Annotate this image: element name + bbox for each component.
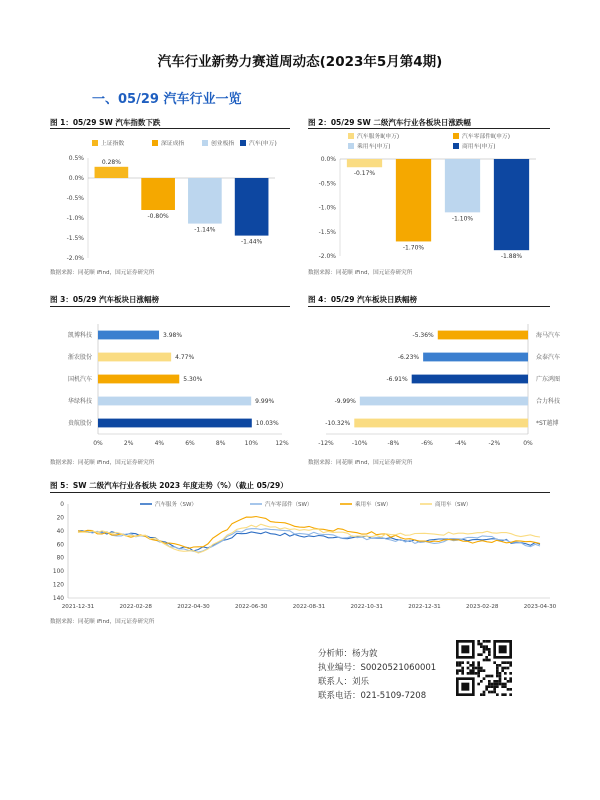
- bar: [98, 331, 159, 340]
- figure-4-title: 图 4：05/29 汽车板块日跌幅榜: [308, 295, 418, 304]
- y-tick-label: -1.5%: [66, 235, 84, 242]
- qr-module: [459, 664, 462, 667]
- x-tick-label: 4%: [154, 440, 165, 447]
- bar: [360, 397, 528, 406]
- y-tick-label: 40: [56, 528, 64, 535]
- qr-module: [504, 685, 507, 688]
- x-tick-label: -6%: [421, 440, 433, 447]
- qr-module: [504, 672, 507, 675]
- analyst-license: 执业编号：S0020521060001: [318, 663, 437, 673]
- x-tick-label: 2022-10-31: [350, 604, 384, 610]
- qr-module: [477, 669, 480, 672]
- y-tick-label: 0: [60, 502, 64, 508]
- figure-1-title: 图 1：05/29 SW 汽车指数下跌: [50, 118, 161, 127]
- bar-value-label: -6.23%: [397, 354, 420, 361]
- qr-module: [456, 664, 459, 667]
- bar: [98, 419, 252, 428]
- qr-module: [488, 675, 491, 678]
- qr-module: [461, 661, 464, 664]
- qr-module: [469, 669, 472, 672]
- qr-module: [483, 693, 486, 696]
- qr-module: [488, 659, 491, 662]
- qr-module: [509, 672, 512, 675]
- qr-module: [483, 669, 486, 672]
- legend-label: 汽车(申万): [249, 141, 277, 147]
- category-label: 贵航股份: [67, 420, 92, 427]
- qr-module: [477, 664, 480, 667]
- qr-module: [491, 685, 494, 688]
- x-tick-label: 2022-08-31: [292, 604, 326, 610]
- x-tick-label: 12%: [275, 440, 289, 447]
- legend-label: 汽车服务（SW）: [155, 502, 197, 508]
- y-tick-label: -1.5%: [318, 228, 336, 236]
- qr-module: [504, 693, 507, 696]
- qr-module: [477, 683, 480, 686]
- figure-5-title: 图 5：SW 二级汽车行业各板块 2023 年度走势（%）（截止 05/29）: [50, 481, 288, 490]
- qr-module: [472, 664, 475, 667]
- legend-label: 上证指数: [101, 141, 125, 147]
- qr-module: [488, 691, 491, 694]
- qr-module: [491, 691, 494, 694]
- qr-module: [477, 672, 480, 675]
- qr-module: [488, 680, 491, 683]
- figure-2-title: 图 2：05/29 SW 二级汽车行业各板块日涨跌幅: [308, 118, 471, 127]
- qr-module: [499, 664, 502, 667]
- qr-module: [483, 648, 486, 651]
- x-tick-label: -10%: [351, 440, 368, 447]
- x-tick-label: 2022-12-31: [408, 604, 441, 610]
- contact-person: 联系人：刘乐: [318, 677, 370, 687]
- legend-swatch: [453, 133, 459, 139]
- y-tick-label: 140: [52, 596, 64, 602]
- figure-3-source: 数据来源：同花顺 iFind，国元证券研究所: [50, 460, 155, 466]
- y-tick-label: -2.0%: [66, 255, 84, 262]
- qr-module: [469, 672, 472, 675]
- figure-3-rule: [50, 306, 290, 307]
- qr-module: [501, 667, 504, 670]
- qr-module: [483, 659, 486, 662]
- qr-module: [480, 653, 483, 656]
- qr-module: [475, 672, 478, 675]
- y-tick-label: 20: [56, 515, 64, 522]
- qr-module: [488, 640, 491, 643]
- x-tick-label: 2023-02-28: [465, 604, 499, 610]
- x-tick-label: 2%: [123, 440, 134, 447]
- qr-module: [488, 685, 491, 688]
- qr-module: [485, 648, 488, 651]
- bar: [354, 419, 528, 428]
- qr-module: [488, 653, 491, 656]
- bar: [141, 178, 175, 210]
- x-tick-label: -8%: [387, 440, 400, 447]
- legend-swatch: [348, 143, 354, 149]
- fig4-svg: [308, 310, 561, 455]
- x-tick-label: -12%: [318, 440, 334, 447]
- qr-module: [496, 680, 499, 683]
- y-tick-label: 0.5%: [68, 155, 84, 162]
- bar-value-label: 3.98%: [163, 332, 183, 339]
- qr-module: [496, 672, 499, 675]
- x-tick-label: 0%: [523, 440, 533, 447]
- legend-label: 汽车零部件（SW）: [265, 502, 313, 508]
- qr-module: [488, 648, 491, 651]
- qr-module: [467, 661, 470, 664]
- figure-4-rule: [308, 306, 550, 307]
- qr-module: [480, 643, 483, 646]
- analyst-name: 分析师：杨为敦: [318, 649, 378, 659]
- qr-module: [491, 683, 494, 686]
- qr-module: [480, 645, 483, 648]
- bar-value-label: 9.99%: [255, 398, 275, 405]
- qr-module: [485, 685, 488, 688]
- qr-module: [488, 651, 491, 654]
- qr-module: [499, 680, 502, 683]
- qr-module: [456, 661, 459, 664]
- bar-value-label: 5.30%: [183, 376, 203, 383]
- qr-module: [509, 680, 512, 683]
- category-label: 国机汽车: [67, 376, 92, 383]
- bar-value-label: -0.17%: [353, 170, 376, 178]
- qr-module: [501, 693, 504, 696]
- qr-module: [459, 661, 462, 664]
- qr-module: [483, 677, 486, 680]
- x-tick-label: 2021-12-31: [61, 604, 95, 610]
- bar-value-label: -10.32%: [325, 420, 351, 427]
- qr-module: [467, 672, 470, 675]
- section-heading: 一、05/29 汽车行业一览: [92, 92, 242, 107]
- page-title: 汽车行业新势力赛道周动态(2023年5月第4期): [157, 54, 443, 70]
- qr-module: [483, 640, 486, 643]
- qr-module: [480, 680, 483, 683]
- fig5-svg: [50, 494, 560, 614]
- category-label: 合力科技: [536, 398, 561, 405]
- bar: [235, 178, 269, 236]
- series-line: [78, 517, 540, 549]
- bar: [396, 159, 431, 241]
- qr-module: [472, 672, 475, 675]
- bar-value-label: -5.36%: [412, 332, 434, 339]
- qr-module: [483, 645, 486, 648]
- qr-module: [501, 661, 504, 664]
- qr-module: [480, 667, 483, 670]
- qr-module: [485, 656, 488, 659]
- legend-label: 汽车零部件Ⅱ(申万): [462, 134, 510, 140]
- x-tick-label: 2022-04-30: [177, 604, 210, 610]
- fig2-svg: [308, 132, 553, 267]
- qr-module: [501, 685, 504, 688]
- category-label: *ST越博: [536, 420, 559, 427]
- fig3-svg: [50, 310, 295, 455]
- qr-module: [485, 675, 488, 678]
- qr-finder-core: [499, 645, 507, 653]
- qr-module: [488, 683, 491, 686]
- contact-phone: 联系电话：021-5109-7208: [318, 691, 427, 701]
- qr-module: [493, 683, 496, 686]
- y-tick-label: -0.5%: [66, 195, 84, 202]
- bar-value-label: -1.70%: [402, 244, 425, 252]
- y-tick-label: -1.0%: [318, 204, 336, 212]
- legend-label: 创业板指: [211, 141, 235, 147]
- qr-module: [496, 669, 499, 672]
- qr-module: [499, 672, 502, 675]
- qr-module: [472, 669, 475, 672]
- qr-module: [480, 669, 483, 672]
- bar-value-label: -1.44%: [241, 238, 263, 246]
- qr-module: [496, 693, 499, 696]
- bar-value-label: -1.88%: [500, 253, 523, 261]
- qr-module: [501, 683, 504, 686]
- figure-3-title: 图 3：05/29 汽车板块日涨幅榜: [50, 295, 160, 304]
- x-tick-label: 2023-04-30: [523, 604, 557, 610]
- bar: [347, 159, 382, 167]
- qr-module: [507, 680, 510, 683]
- qr-module: [472, 661, 475, 664]
- y-tick-label: 80: [56, 555, 64, 562]
- qr-module: [477, 643, 480, 646]
- bar: [98, 397, 251, 406]
- bar-value-label: -0.80%: [147, 213, 169, 220]
- category-label: 华绿科技: [67, 398, 92, 405]
- qr-module: [509, 677, 512, 680]
- qr-code-icon: [456, 640, 512, 696]
- qr-module: [509, 661, 512, 664]
- qr-module: [477, 661, 480, 664]
- qr-module: [504, 667, 507, 670]
- qr-module: [507, 667, 510, 670]
- qr-module: [496, 683, 499, 686]
- category-label: 海马汽车: [536, 332, 561, 339]
- legend-label: 乘用车（SW）: [355, 502, 392, 508]
- qr-module: [496, 685, 499, 688]
- bar: [98, 375, 179, 384]
- legend-swatch: [453, 143, 459, 149]
- figure-5-source: 数据来源：同花顺 iFind，国元证券研究所: [50, 619, 155, 625]
- bar: [95, 167, 129, 178]
- figure-2-source: 数据来源：同花顺 iFind，国元证券研究所: [308, 270, 413, 276]
- legend-label: 商用车（SW）: [435, 502, 472, 508]
- x-tick-label: 6%: [185, 440, 195, 447]
- figure-4-source: 数据来源：同花顺 iFind，国元证券研究所: [308, 460, 413, 466]
- qr-module: [496, 667, 499, 670]
- figure-5-rule: [50, 492, 550, 493]
- legend-swatch: [202, 140, 208, 146]
- bar-value-label: -1.10%: [451, 215, 474, 223]
- qr-module: [504, 677, 507, 680]
- bar: [423, 353, 528, 362]
- y-tick-label: 100: [52, 569, 64, 576]
- qr-module: [467, 667, 470, 670]
- qr-module: [485, 688, 488, 691]
- figure-1-source: 数据来源：同花顺 iFind，国元证券研究所: [50, 270, 155, 276]
- qr-module: [477, 640, 480, 643]
- y-tick-label: -2.0%: [318, 253, 336, 260]
- qr-module: [504, 661, 507, 664]
- qr-module: [477, 675, 480, 678]
- qr-module: [501, 669, 504, 672]
- bar-value-label: 10.03%: [255, 420, 279, 427]
- qr-module: [456, 669, 459, 672]
- x-tick-label: 2022-06-30: [234, 604, 268, 610]
- legend-label: 汽车服务Ⅱ(申万): [357, 134, 400, 140]
- qr-module: [485, 640, 488, 643]
- qr-module: [509, 688, 512, 691]
- qr-module: [485, 659, 488, 662]
- qr-module: [496, 664, 499, 667]
- qr-module: [493, 688, 496, 691]
- bar: [445, 159, 480, 212]
- y-tick-label: -1.0%: [66, 215, 84, 222]
- bar: [494, 159, 529, 250]
- qr-module: [483, 651, 486, 654]
- figure-2-rule: [308, 128, 550, 129]
- qr-module: [475, 667, 478, 670]
- bar: [412, 375, 528, 384]
- bar-value-label: -1.14%: [194, 226, 216, 234]
- qr-module: [496, 675, 499, 678]
- legend-label: 商用车(申万): [462, 144, 496, 150]
- qr-module: [461, 672, 464, 675]
- qr-module: [461, 667, 464, 670]
- qr-module: [477, 667, 480, 670]
- x-tick-label: 2022-02-28: [119, 604, 153, 610]
- qr-module: [456, 672, 459, 675]
- qr-module: [477, 653, 480, 656]
- x-tick-label: 0%: [93, 440, 103, 447]
- bar: [98, 353, 171, 362]
- qr-module: [459, 669, 462, 672]
- legend-swatch: [240, 140, 246, 146]
- qr-module: [493, 661, 496, 664]
- qr-finder-core: [461, 645, 469, 653]
- y-tick-label: 0.0%: [68, 175, 84, 182]
- category-label: 凯博科技: [67, 332, 92, 339]
- qr-module: [493, 680, 496, 683]
- y-tick-label: 120: [52, 582, 64, 589]
- legend-label: 乘用车(申万): [357, 144, 391, 150]
- qr-module: [483, 691, 486, 694]
- bar: [188, 178, 222, 224]
- bar-value-label: -9.99%: [334, 398, 356, 405]
- qr-module: [461, 669, 464, 672]
- qr-module: [509, 693, 512, 696]
- qr-module: [507, 661, 510, 664]
- figure-1-rule: [50, 128, 290, 129]
- qr-module: [469, 664, 472, 667]
- legend-swatch: [348, 133, 354, 139]
- qr-module: [480, 693, 483, 696]
- qr-finder-core: [461, 683, 469, 691]
- qr-module: [499, 677, 502, 680]
- qr-module: [472, 667, 475, 670]
- category-label: 浙农股份: [67, 354, 92, 361]
- category-label: 众泰汽车: [536, 354, 561, 361]
- qr-module: [493, 691, 496, 694]
- x-tick-label: -2%: [488, 440, 501, 447]
- y-tick-label: -0.5%: [318, 180, 336, 188]
- qr-module: [499, 675, 502, 678]
- x-tick-label: -4%: [454, 440, 467, 447]
- y-tick-label: 0.0%: [320, 156, 336, 163]
- legend-swatch: [92, 140, 98, 146]
- series-line: [78, 524, 540, 553]
- qr-module: [504, 683, 507, 686]
- x-tick-label: 10%: [244, 440, 259, 447]
- qr-module: [485, 645, 488, 648]
- category-label: 广东鸿图: [536, 376, 561, 383]
- qr-module: [499, 683, 502, 686]
- fig1-svg: [50, 132, 295, 267]
- qr-module: [493, 685, 496, 688]
- bar-value-label: 4.77%: [175, 354, 195, 361]
- legend-swatch: [152, 140, 158, 146]
- qr-module: [507, 688, 510, 691]
- bar: [438, 331, 528, 340]
- x-tick-label: 8%: [215, 440, 226, 447]
- legend-label: 深证成指: [161, 141, 185, 147]
- qr-module: [491, 675, 494, 678]
- bar-value-label: 0.28%: [101, 158, 121, 166]
- qr-module: [509, 664, 512, 667]
- bar-value-label: -6.91%: [386, 376, 408, 383]
- y-tick-label: 60: [56, 542, 64, 549]
